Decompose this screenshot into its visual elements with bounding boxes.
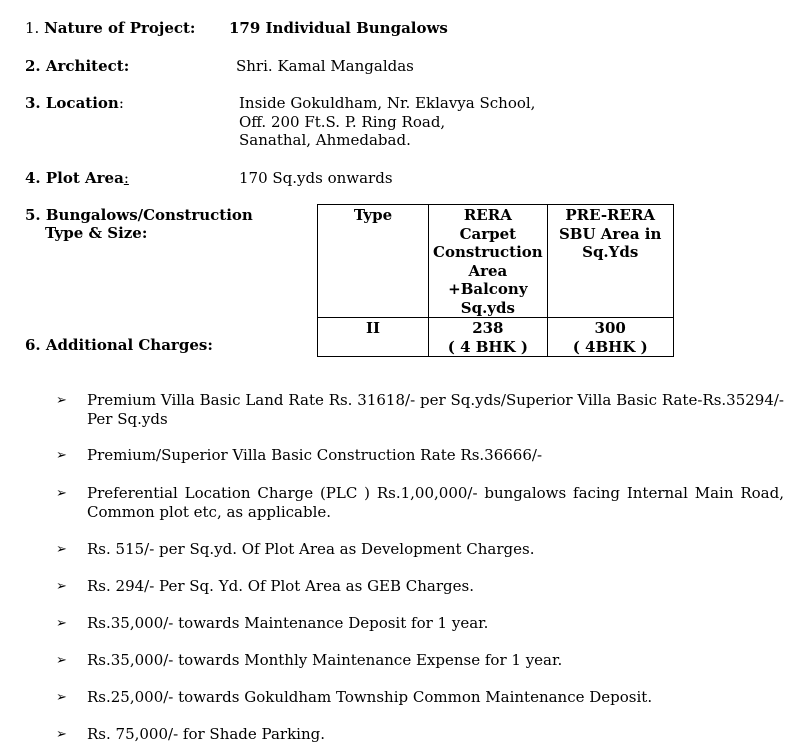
table-cell-type (318, 318, 429, 357)
table-header-line: Sq.yds (460, 298, 515, 317)
table-header-line: Type (353, 206, 393, 224)
arrow-bullet-icon: ➢ (56, 393, 67, 408)
table-cell-rera-area (429, 318, 548, 357)
architect-label: 2. Architect: (25, 57, 130, 75)
nature-value: 179 Individual Bungalows (229, 19, 448, 37)
table-header-line: Area (468, 261, 508, 280)
table-row (318, 318, 674, 357)
charge-text: Rs.35,000/- towards Monthly Maintenance Expense for 1 year. (87, 651, 563, 669)
table-header-line: Construction (433, 243, 543, 261)
table-header-line: Sq.Yds (582, 243, 639, 261)
table-cell-line: ( 4BHK ) (572, 337, 648, 356)
table-header-rera-carpet (429, 205, 548, 318)
location-label-row (25, 94, 124, 113)
table-header-line: RERA Carpet (459, 206, 517, 243)
arrow-bullet-icon: ➢ (56, 486, 67, 501)
arrow-bullet-icon: ➢ (56, 542, 67, 557)
nature-number: 1. (25, 19, 40, 37)
plot-area-value: 170 Sq.yds onwards (239, 169, 393, 187)
table-cell-line: 300 (594, 319, 626, 337)
bungalow-type-size-table (317, 204, 674, 357)
table-header-row (318, 205, 674, 318)
nature-of-project-row (25, 19, 195, 38)
arrow-bullet-icon: ➢ (56, 690, 67, 705)
location-line-2: Off. 200 Ft.S. P. Ring Road, (239, 113, 446, 131)
arrow-bullet-icon: ➢ (56, 579, 67, 594)
charge-text: Rs. 75,000/- for Shade Parking. (87, 725, 326, 743)
table-cell-line: II (365, 319, 381, 337)
charge-text: Premium/Superior Villa Basic Construction Rate Rs.36666/- (87, 446, 543, 464)
charge-text: Rs. 515/- per Sq.yd. Of Plot Area as Development Charges. (87, 540, 535, 558)
table-cell-line: 238 (472, 319, 504, 337)
location-line-3: Sanathal, Ahmedabad. (239, 131, 411, 149)
charge-text: Rs.35,000/- towards Maintenance Deposit for 1 year. (87, 614, 489, 632)
table-header-line: PRE-RERA (565, 206, 656, 224)
table-header-line: SBU Area in (558, 224, 662, 243)
charge-text: Preferential Location Charge (PLC ) Rs.1,00,000/- bungalows facing Internal Main Road, Common plot etc, as applicable. (87, 484, 784, 521)
arrow-bullet-icon: ➢ (56, 653, 67, 668)
table-cell-line: ( 4 BHK ) (447, 337, 528, 356)
arrow-bullet-icon: ➢ (56, 448, 67, 463)
table-cell-sbu-area (547, 318, 673, 357)
nature-label: Nature of Project: (44, 19, 196, 37)
arrow-bullet-icon: ➢ (56, 727, 67, 742)
table-header-pre-rera (547, 205, 673, 318)
location-colon: : (118, 94, 124, 112)
plot-area-label-row (25, 169, 129, 188)
location-label: 3. Location (25, 94, 119, 112)
arrow-bullet-icon: ➢ (56, 616, 67, 631)
bungalows-label-line-2: Type & Size: (45, 224, 148, 242)
location-line-1: Inside Gokuldham, Nr. Eklavya School, (239, 94, 536, 112)
additional-charges-heading: 6. Additional Charges: (25, 336, 213, 354)
plot-area-label: 4. Plot Area (25, 169, 124, 187)
table-header-type (318, 205, 429, 318)
charge-text: Rs.25,000/- towards Gokuldham Township Common Maintenance Deposit. (87, 688, 653, 706)
charge-text: Rs. 294/- Per Sq. Yd. Of Plot Area as GEB Charges. (87, 577, 474, 595)
table-header-line: +Balcony (448, 280, 528, 298)
bungalows-label-line-1: 5. Bungalows/Construction (25, 206, 253, 224)
architect-value: Shri. Kamal Mangaldas (236, 57, 414, 75)
charge-text: Premium Villa Basic Land Rate Rs. 31618/- per Sq.yds/Superior Villa Basic Rate-Rs.35294/- Per Sq.yds (87, 391, 784, 428)
plot-area-colon: : (123, 169, 129, 187)
